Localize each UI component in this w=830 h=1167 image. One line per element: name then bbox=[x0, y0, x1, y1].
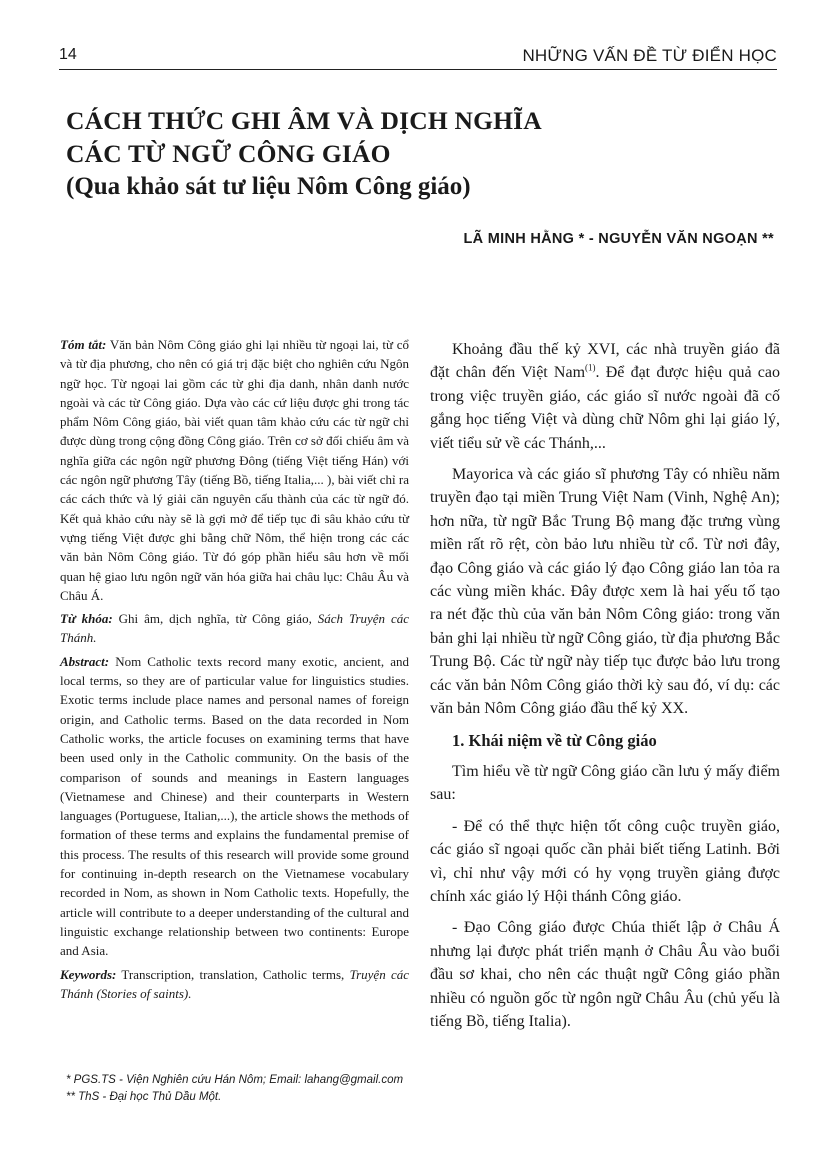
author-line: LÃ MINH HẰNG * - NGUYỄN VĂN NGOẠN ** bbox=[463, 231, 774, 247]
keywords-en-italic: Truyện các Thánh (Stories of saints). bbox=[60, 966, 409, 1001]
keywords-en-text: Transcription, translation, Catholic terms, bbox=[121, 966, 350, 982]
body-paragraph-3: Tìm hiểu về từ ngữ Công giáo cần lưu ý mấy điểm sau: bbox=[430, 762, 780, 804]
keywords-vi: Từ khóa: Ghi âm, dịch nghĩa, từ Công giáo, Sách Truyện các Thánh. bbox=[60, 611, 410, 646]
running-title: NHỮNG VẤN ĐỀ TỪ ĐIỂN HỌC bbox=[522, 46, 777, 65]
abstract-label: Abstract bbox=[60, 653, 105, 669]
keywords-vi-italic: Sách Truyện các Thánh. bbox=[60, 611, 410, 646]
abstract-column bbox=[60, 335, 409, 1007]
abstract-text: Nom Catholic texts record many exotic, ancient, and local terms, so they are of particular value for linguistics studies. Exotic terms include place names and personal names of foreign origin, and Catholic terms. Based on the data recorded in Nom Catholic works, the article focuses on examining terms that have been used only in the Catholic community. On the basis of the comparison of sounds and meanings in Eastern languages (Vietnamese and Chinese) and their counterparts in Western languages (Portuguese, Italian,...), the article shows the methods of formation of these terms and explains the fundamental premise of this process. The results of this research will provide some ground for continuing in-depth research on the Vietnamese vocabulary recorded in Nom, as shown in Nom Catholic texts. Hopefully, the article will contribute to a deeper understanding of the cultural and linguistic exchange relationship between two continents: Europe and Asia. bbox=[60, 653, 409, 959]
body-paragraph-1 bbox=[430, 338, 780, 455]
article-title bbox=[66, 104, 766, 204]
para1-rest: . Để đạt được hiệu quả cao trong việc truyền giáo, các giáo sĩ nước ngoài đã cố gắng học tiếng Việt và dùng chữ Nôm ghi lại giáo lý, viết tiểu sử về các Thánh,... bbox=[430, 364, 780, 452]
keywords-vi-label: Từ khóa bbox=[60, 611, 109, 627]
page-number: 14 bbox=[59, 46, 77, 63]
article-subtitle: (Qua khảo sát tư liệu Nôm Công giáo) bbox=[66, 173, 471, 200]
title-line-2: CÁC TỪ NGỮ CÔNG GIÁO bbox=[66, 139, 391, 168]
abstract-en: Abstract: Nom Catholic texts record many exotic, ancient, and local terms, so they are of particular value for linguistics studies. Exotic terms include place names and personal names of foreign origin, and Catholic terms. Based on the data recorded in Nom Catholic works, the article focuses on examining terms that have been used only in the Catholic community. On the basis of the comparison of sounds and meanings in Eastern languages (Vietnamese and Chinese) and their counterparts in Western languages (Portuguese, Italian,...), the article shows the methods of formation of these terms and explains the fundamental premise of this process. The results of this research will provide some ground for continuing in-depth research on the Vietnamese vocabulary recorded in Nom, as shown in Nom Catholic texts. Hopefully, the article will contribute to a deeper understanding of the cultural and linguistic exchange relationship between two continents: Europe and Asia. bbox=[60, 653, 409, 959]
footnotes bbox=[66, 1072, 766, 1106]
summary-label: Tóm tắt bbox=[60, 337, 103, 352]
footnote-1: * PGS.TS - Viện Nghiên cứu Hán Nôm; Email: lahang@gmail.com bbox=[66, 1074, 404, 1086]
summary-text: Văn bản Nôm Công giáo ghi lại nhiều từ ngoại lai, từ cổ và từ địa phương, cho nên có giá trị đặc biệt cho nghiên cứu Ngôn ngữ học. Từ ngoại lai gồm các từ ghi địa danh, nhân danh nước ngoài và các từ Công giáo. Dựa vào các cứ liệu được ghi trong tác phẩm Nôm Công giáo, bài viết quan tâm khảo cứu các từ ngữ chỉ được dùng trong cộng đồng Công giáo. Trên cơ sở đối chiếu âm và nghĩa giữa các ngôn ngữ phương Đông (tiếng Việt tiếng Hán) với các ngôn ngữ phương Tây (tiếng Bồ, tiếng Italia,... ), bài viết chỉ ra các cách thức và lý giải căn nguyên cấu thành của các từ ngữ đó. Kết quả khảo cứu này sẽ là gợi mở để tiếp tục đi sâu khảo cứu từ vựng tiếng Việt được ghi bằng chữ Nôm, thể hiện trong các các văn bản Nôm Công giáo. Từ đó góp phần hiểu sâu hơn về mối quan hệ giao lưu ngôn ngữ văn hóa giữa hai châu lục: Châu Âu và Châu Á. bbox=[60, 337, 410, 603]
para1-text: Khoảng đầu thế kỷ XVI, các nhà truyền giáo đã đặt chân đến Việt Nam bbox=[430, 341, 780, 382]
body-paragraph-5: - Đạo Công giáo được Chúa thiết lập ở Châu Á nhưng lại được phát triển mạnh ở Châu Âu vào buổi đầu sơ khai, cho nên các thuật ngữ Công giáo phần nhiều có nguồn gốc từ ngôn ngữ Châu Âu (chủ yếu là tiếng Bồ, tiếng Italia). bbox=[430, 919, 780, 1030]
keywords-en: Keywords: Transcription, translation, Catholic terms, Truyện các Thánh (Stories of saints). bbox=[60, 966, 409, 1001]
header-divider bbox=[59, 69, 777, 70]
title-line-1: CÁCH THỨC GHI ÂM VÀ DỊCH NGHĨA bbox=[66, 106, 542, 135]
page-header bbox=[59, 44, 777, 70]
body-paragraph-4: - Để có thể thực hiện tốt công cuộc truyền giáo, các giáo sĩ ngoại quốc cần phải biết tiếng Latinh. Bởi vì, chỉ như vậy mới có hy vọng truyền giảng được chính xác giáo lý Hội thánh Công giáo. bbox=[430, 817, 780, 905]
keywords-en-label: Keywords bbox=[60, 966, 112, 982]
summary-vi: Tóm tắt: Văn bản Nôm Công giáo ghi lại nhiều từ ngoại lai, từ cổ và từ địa phương, cho nên có giá trị đặc biệt cho nghiên cứu Ngôn ngữ học. Từ ngoại lai gồm các từ ghi địa danh, nhân danh nước ngoài và các từ Công giáo. Dựa vào các cứ liệu được ghi trong tác phẩm Nôm Công giáo, bài viết quan tâm khảo cứu các từ ngữ chỉ được dùng trong cộng đồng Công giáo. Trên cơ sở đối chiếu âm và nghĩa giữa các ngôn ngữ phương Đông (tiếng Việt tiếng Hán) với các ngôn ngữ phương Tây (tiếng Bồ, tiếng Italia,... ), bài viết chỉ ra các cách thức và lý giải căn nguyên cấu thành của các từ ngữ đó. Kết quả khảo cứu này sẽ là gợi mở để tiếp tục đi sâu khảo cứu từ vựng tiếng Việt được ghi bằng chữ Nôm, thể hiện trong các các văn bản Nôm Công giáo. Từ đó góp phần hiểu sâu hơn về mối quan hệ giao lưu ngôn ngữ văn hóa giữa hai châu lục: Châu Âu và Châu Á. bbox=[60, 337, 410, 603]
footnote-2: ** ThS - Đại học Thủ Dầu Một. bbox=[66, 1091, 222, 1103]
footnote-ref-1: (1) bbox=[585, 363, 596, 374]
keywords-vi-text: Ghi âm, dịch nghĩa, từ Công giáo, bbox=[118, 611, 318, 627]
section-heading-1: 1. Khái niệm về từ Công giáo bbox=[452, 730, 657, 750]
body-column bbox=[430, 338, 780, 1041]
body-paragraph-2: Mayorica và các giáo sĩ phương Tây có nhiều năm truyền đạo tại miền Trung Việt Nam (Vinh, Nghệ An); hơn nữa, từ ngữ Bắc Trung Bộ mang đặc trưng vùng miền rất rõ rệt, còn bảo lưu nhiều từ cổ. Từ nơi đây, đạo Công giáo và các giáo lý đạo Công giáo lan tỏa ra các vùng miền khác. Đây được xem là hai yếu tố tạo ra nét đặc thù của văn bản Nôm Công giáo: trong văn bản ghi lại nhiều từ ngữ Công giáo, từ địa phương Bắc Trung Bộ. Các từ ngữ này tiếp tục được bảo lưu trong các văn bản Nôm Công giáo thời kỳ sau đó, ví dụ: các văn bản Nôm Công giáo đầu thế kỷ XX. bbox=[430, 466, 780, 718]
